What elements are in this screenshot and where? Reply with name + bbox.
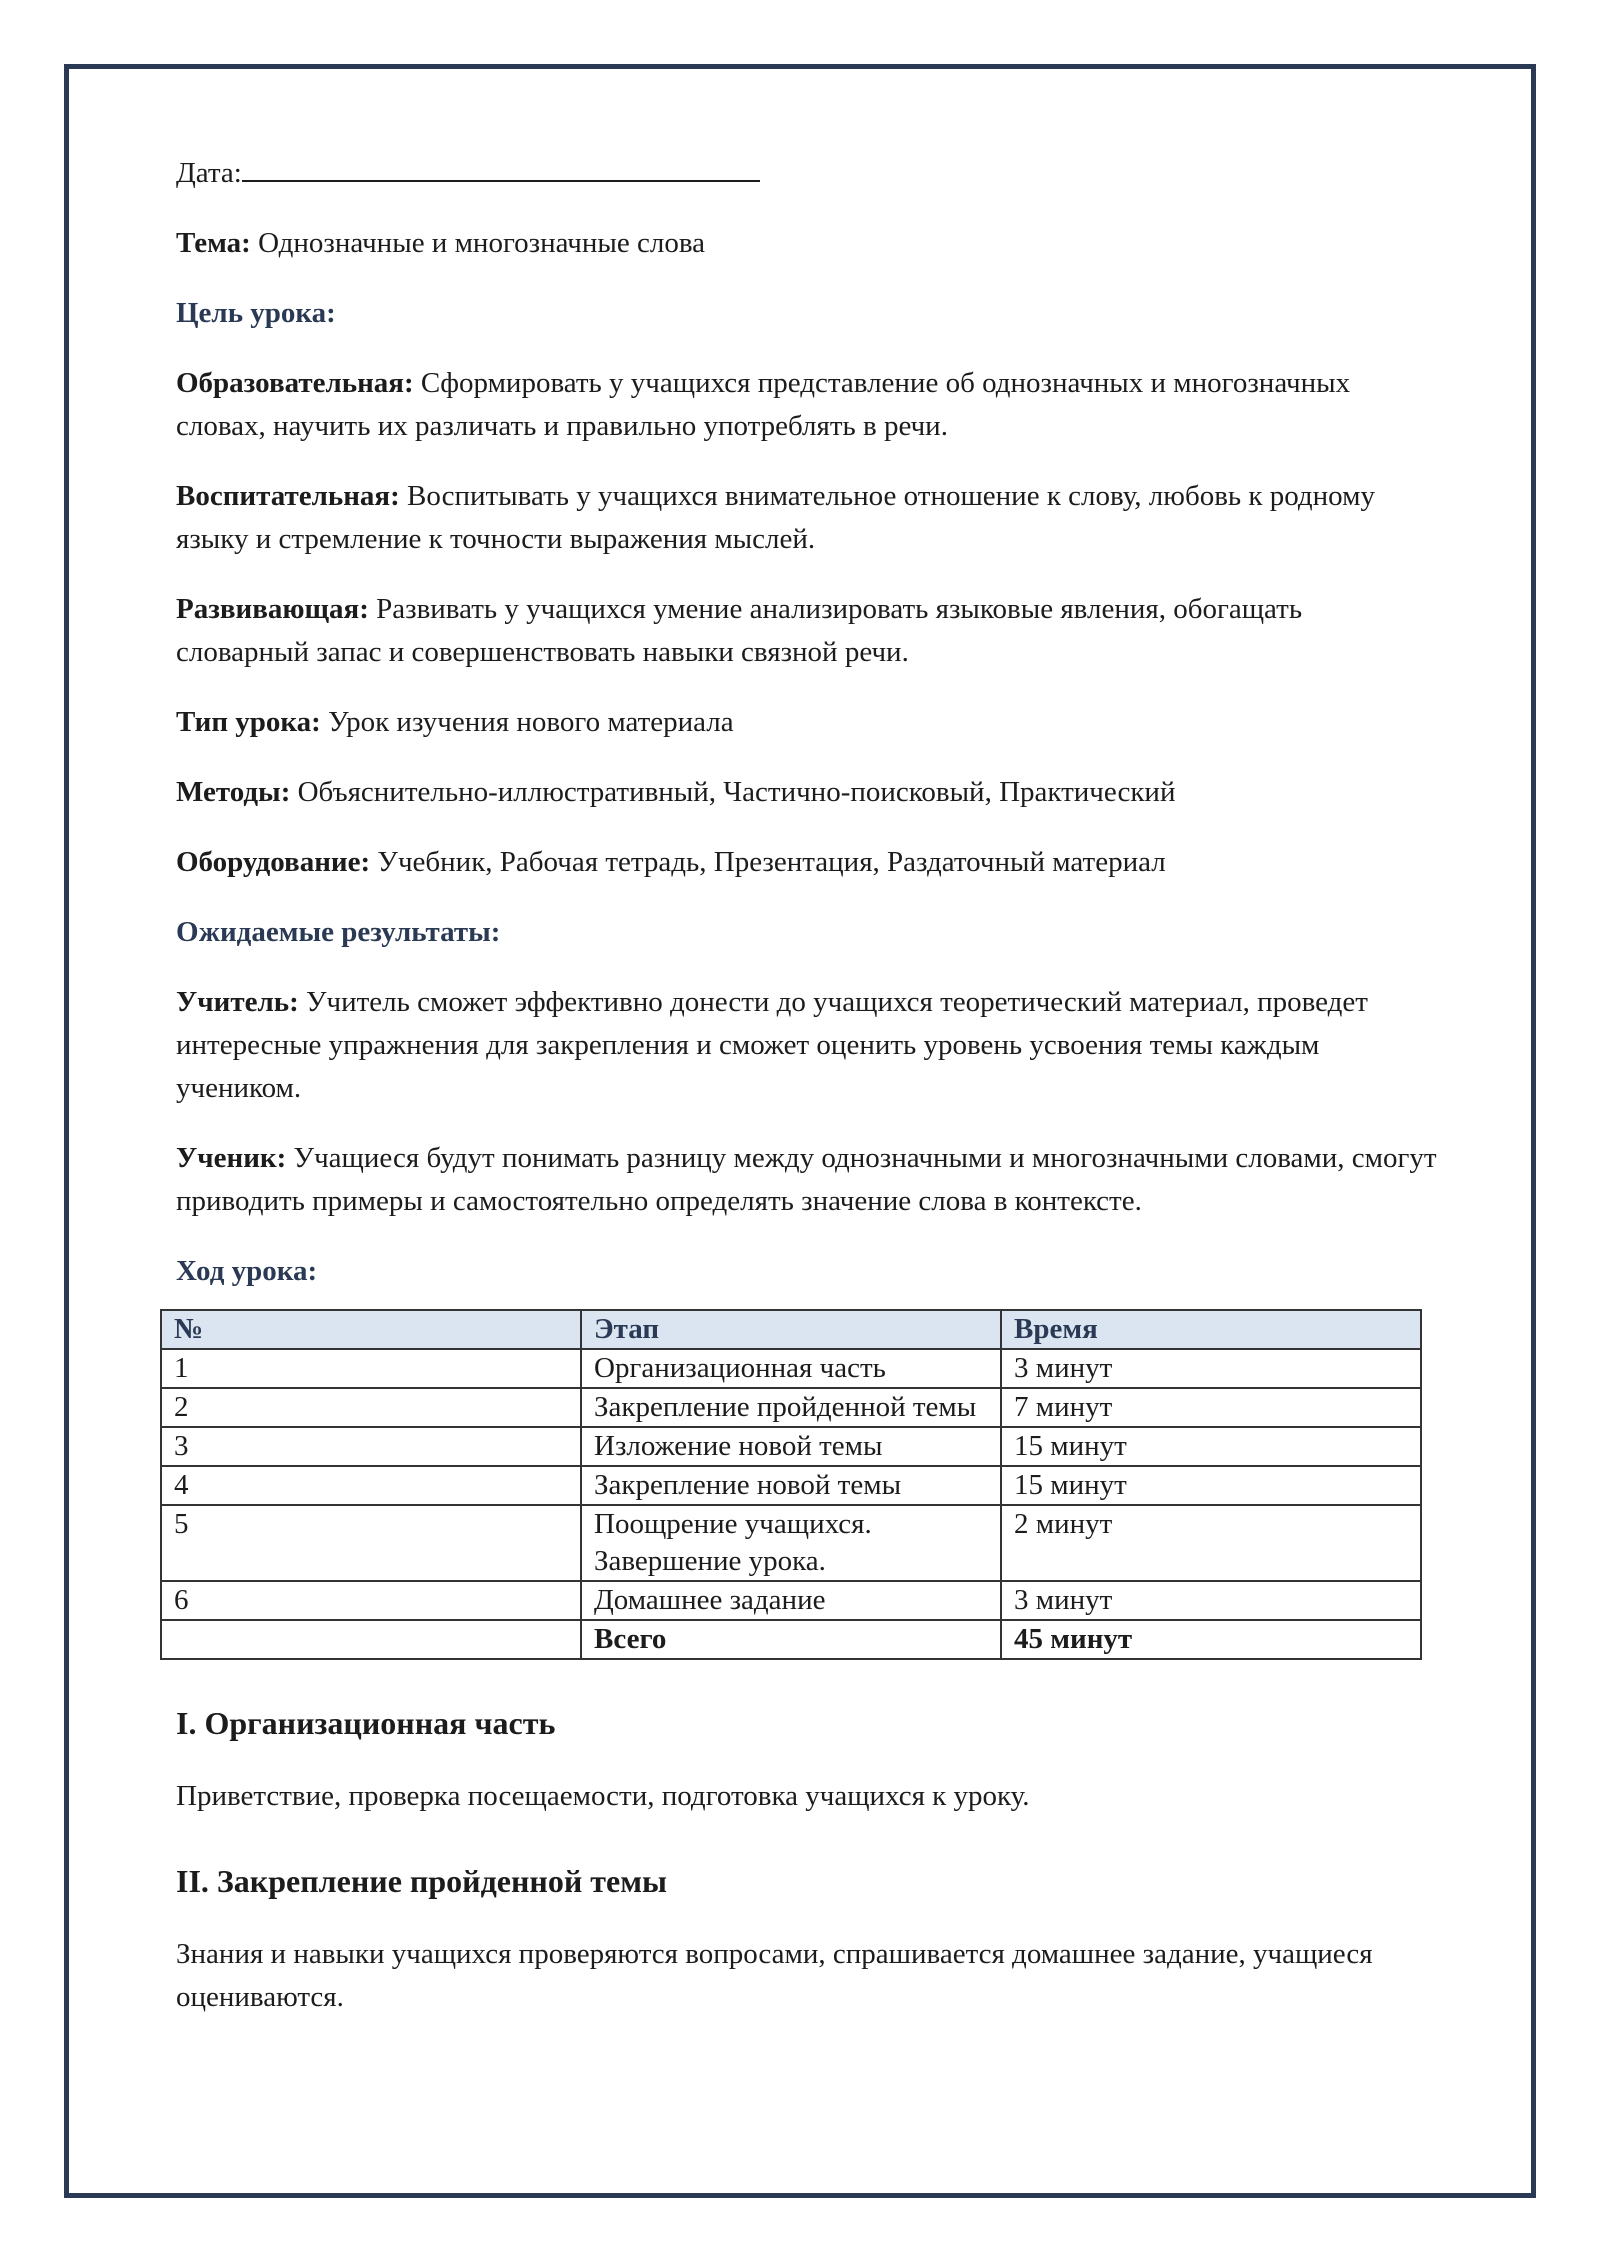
cell-time: 3 минут [1001, 1581, 1421, 1620]
equipment-text: Учебник, Рабочая тетрадь, Презентация, Раздаточный материал [370, 846, 1166, 878]
cell-time: 2 минут [1001, 1505, 1421, 1581]
lesson-type-label: Тип урока: [176, 706, 321, 738]
cell-time: 15 минут [1001, 1466, 1421, 1505]
goal-developing [176, 588, 1438, 674]
date-line [176, 150, 1438, 195]
table-row [161, 1349, 1421, 1388]
cell-total-label: Всего [581, 1620, 1001, 1659]
section-title-review: II. Закрепление пройденной темы [176, 1863, 667, 1899]
date-label: Дата: [176, 157, 242, 189]
goal-educational [176, 362, 1438, 448]
header-time: Время [1001, 1310, 1421, 1349]
cell-total-time: 45 минут [1001, 1620, 1421, 1659]
cell-number: 2 [161, 1388, 581, 1427]
date-blank [242, 150, 760, 182]
topic-line [176, 222, 1438, 265]
topic-text: Однозначные и многозначные слова [250, 227, 706, 259]
goal-text: Развивать у учащихся умение анализировать языковые явления, обогащать словарный запас и совершенствовать навыки связной речи. [176, 593, 1303, 668]
result-teacher [176, 981, 1438, 1110]
methods-label: Методы: [176, 776, 291, 808]
cell-time: 15 минут [1001, 1427, 1421, 1466]
equipment-label: Оборудование: [176, 846, 371, 878]
topic-label: Тема: [176, 227, 251, 259]
goal-label: Развивающая: [176, 593, 369, 625]
table-row [161, 1581, 1421, 1620]
cell-number: 6 [161, 1581, 581, 1620]
table-total-row [161, 1620, 1421, 1659]
lesson-plan-table [160, 1309, 1422, 1660]
document-body [176, 150, 1438, 2046]
table-row [161, 1466, 1421, 1505]
result-text: Учащиеся будут понимать разницу между однозначными и многозначными словами, смогут приводить примеры и самостоятельно определять значение слова в контексте. [176, 1142, 1437, 1217]
section-title-organizational: I. Организационная часть [176, 1705, 556, 1741]
cell-number: 4 [161, 1466, 581, 1505]
cell-total-empty [161, 1620, 581, 1659]
table-row [161, 1388, 1421, 1427]
goal-text: Воспитывать у учащихся внимательное отношение к слову, любовь к родному языку и стремление к точности выражения мыслей. [176, 480, 1375, 555]
header-number: № [161, 1310, 581, 1349]
table-row [161, 1427, 1421, 1466]
result-text: Учитель сможет эффективно донести до учащихся теоретический материал, проведет интересные упражнения для закрепления и сможет оценить уровень усвоения темы каждым учеником. [176, 986, 1368, 1104]
cell-stage: Изложение новой темы [581, 1427, 1001, 1466]
table-row [161, 1505, 1421, 1581]
section-text-review: Знания и навыки учащихся проверяются вопросами, спрашивается домашнее задание, учащиеся оцениваются. [176, 1938, 1373, 2013]
goal-text: Сформировать у учащихся представление об однозначных и многозначных словах, научить их различать и правильно употреблять в речи. [176, 367, 1351, 442]
goal-heading: Цель урока: [176, 297, 336, 329]
lesson-plan-table-wrap [160, 1309, 1422, 1660]
methods [176, 771, 1438, 814]
goal-upbringing [176, 475, 1438, 561]
cell-number: 1 [161, 1349, 581, 1388]
cell-number: 5 [161, 1505, 581, 1581]
cell-number: 3 [161, 1427, 581, 1466]
result-label: Учитель: [176, 986, 299, 1018]
table-header-row [161, 1310, 1421, 1349]
cell-time: 3 минут [1001, 1349, 1421, 1388]
methods-text: Объяснительно-иллюстративный, Частично-поисковый, Практический [290, 776, 1176, 808]
cell-stage: Закрепление новой темы [581, 1466, 1001, 1505]
cell-stage: Организационная часть [581, 1349, 1001, 1388]
lesson-type [176, 701, 1438, 744]
cell-time: 7 минут [1001, 1388, 1421, 1427]
cell-stage: Закрепление пройденной темы [581, 1388, 1001, 1427]
goal-label: Образовательная: [176, 367, 414, 399]
cell-stage: Домашнее задание [581, 1581, 1001, 1620]
results-heading: Ожидаемые результаты: [176, 916, 501, 948]
section-text-organizational: Приветствие, проверка посещаемости, подготовка учащихся к уроку. [176, 1780, 1030, 1812]
lesson-type-text: Урок изучения нового материала [320, 706, 734, 738]
result-student [176, 1137, 1438, 1223]
cell-stage: Поощрение учащихся. Завершение урока. [581, 1505, 1001, 1581]
header-stage: Этап [581, 1310, 1001, 1349]
goal-label: Воспитательная: [176, 480, 400, 512]
result-label: Ученик: [176, 1142, 287, 1174]
equipment [176, 841, 1438, 884]
progress-heading: Ход урока: [176, 1255, 318, 1287]
